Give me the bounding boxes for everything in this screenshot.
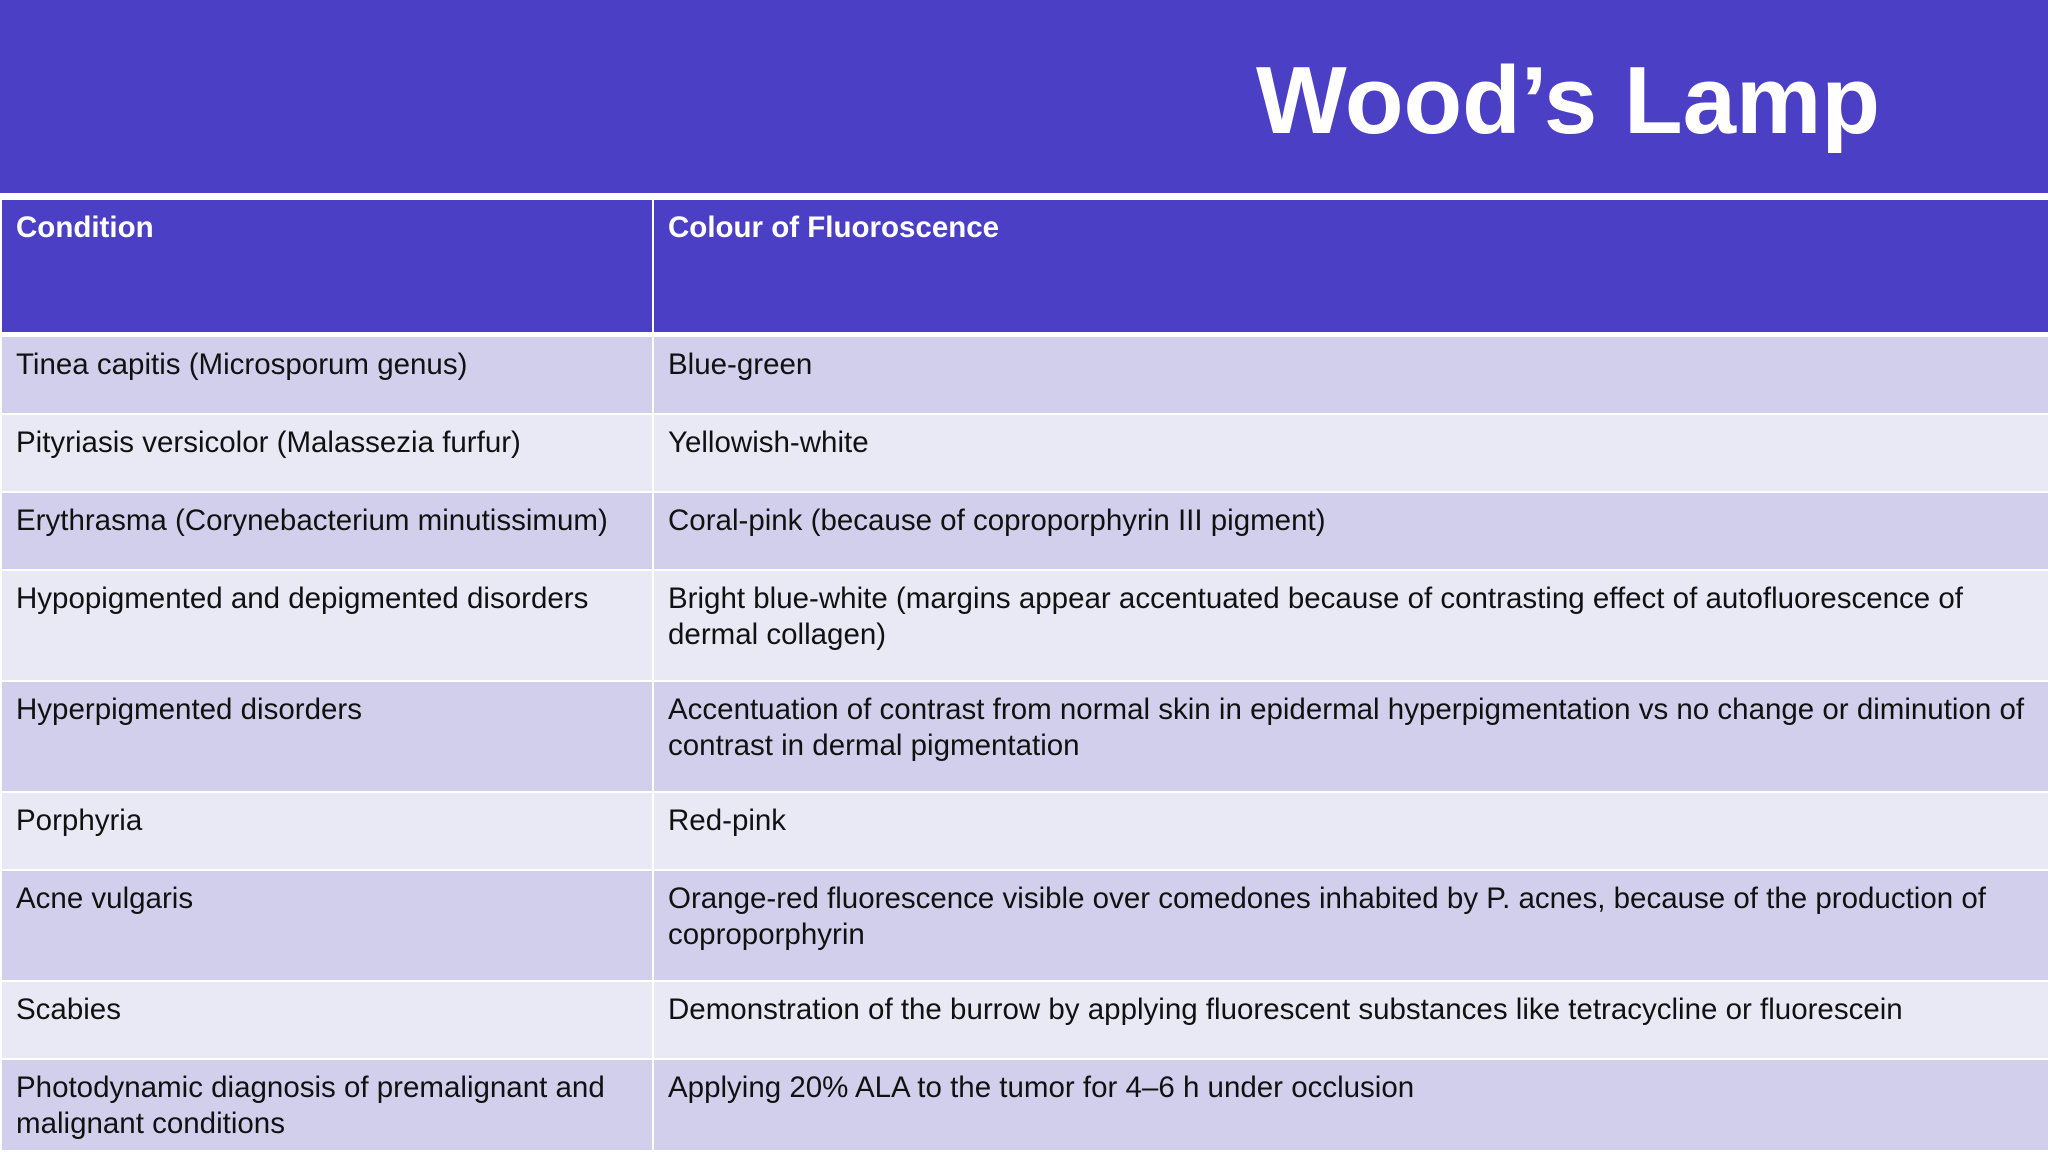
table-row [1, 1059, 2048, 1151]
condition-cell: Tinea capitis (Microsporum genus) [1, 335, 653, 415]
colour-cell: Coral-pink (because of coproporphyrin III pigment) [653, 492, 2048, 570]
colour-cell: Demonstration of the burrow by applying fluorescent substances like tetracycline or fluorescein [653, 981, 2048, 1059]
table-row [1, 681, 2048, 792]
title-banner [0, 0, 2048, 193]
table-row [1, 335, 2048, 415]
colour-cell: Accentuation of contrast from normal skin in epidermal hyperpigmentation vs no change or diminution of contrast in dermal pigmentation [653, 681, 2048, 792]
table-row [1, 570, 2048, 681]
fluorescence-table [0, 198, 2048, 1152]
colour-cell: Orange-red fluorescence visible over comedones inhabited by P. acnes, because of the production of coproporphyrin [653, 870, 2048, 981]
colour-cell: Bright blue-white (margins appear accentuated because of contrasting effect of autofluorescence of dermal collagen) [653, 570, 2048, 681]
slide-title: Wood’s Lamp [1256, 47, 1880, 154]
header-condition: Condition [1, 199, 653, 335]
colour-cell: Red-pink [653, 792, 2048, 870]
colour-cell: Applying 20% ALA to the tumor for 4–6 h under occlusion [653, 1059, 2048, 1151]
condition-cell: Hyperpigmented disorders [1, 681, 653, 792]
condition-cell: Photodynamic diagnosis of premalignant and malignant conditions [1, 1059, 653, 1151]
colour-cell: Yellowish-white [653, 414, 2048, 492]
fluorescence-table-container [0, 198, 2048, 1152]
condition-cell: Porphyria [1, 792, 653, 870]
table-row [1, 981, 2048, 1059]
table-header-row [1, 199, 2048, 335]
condition-cell: Erythrasma (Corynebacterium minutissimum) [1, 492, 653, 570]
colour-cell: Blue-green [653, 335, 2048, 415]
table-row [1, 414, 2048, 492]
condition-cell: Hypopigmented and depigmented disorders [1, 570, 653, 681]
condition-cell: Acne vulgaris [1, 870, 653, 981]
table-row [1, 870, 2048, 981]
condition-cell: Scabies [1, 981, 653, 1059]
condition-cell: Pityriasis versicolor (Malassezia furfur) [1, 414, 653, 492]
table-row [1, 492, 2048, 570]
header-colour: Colour of Fluoroscence [653, 199, 2048, 335]
table-row [1, 792, 2048, 870]
